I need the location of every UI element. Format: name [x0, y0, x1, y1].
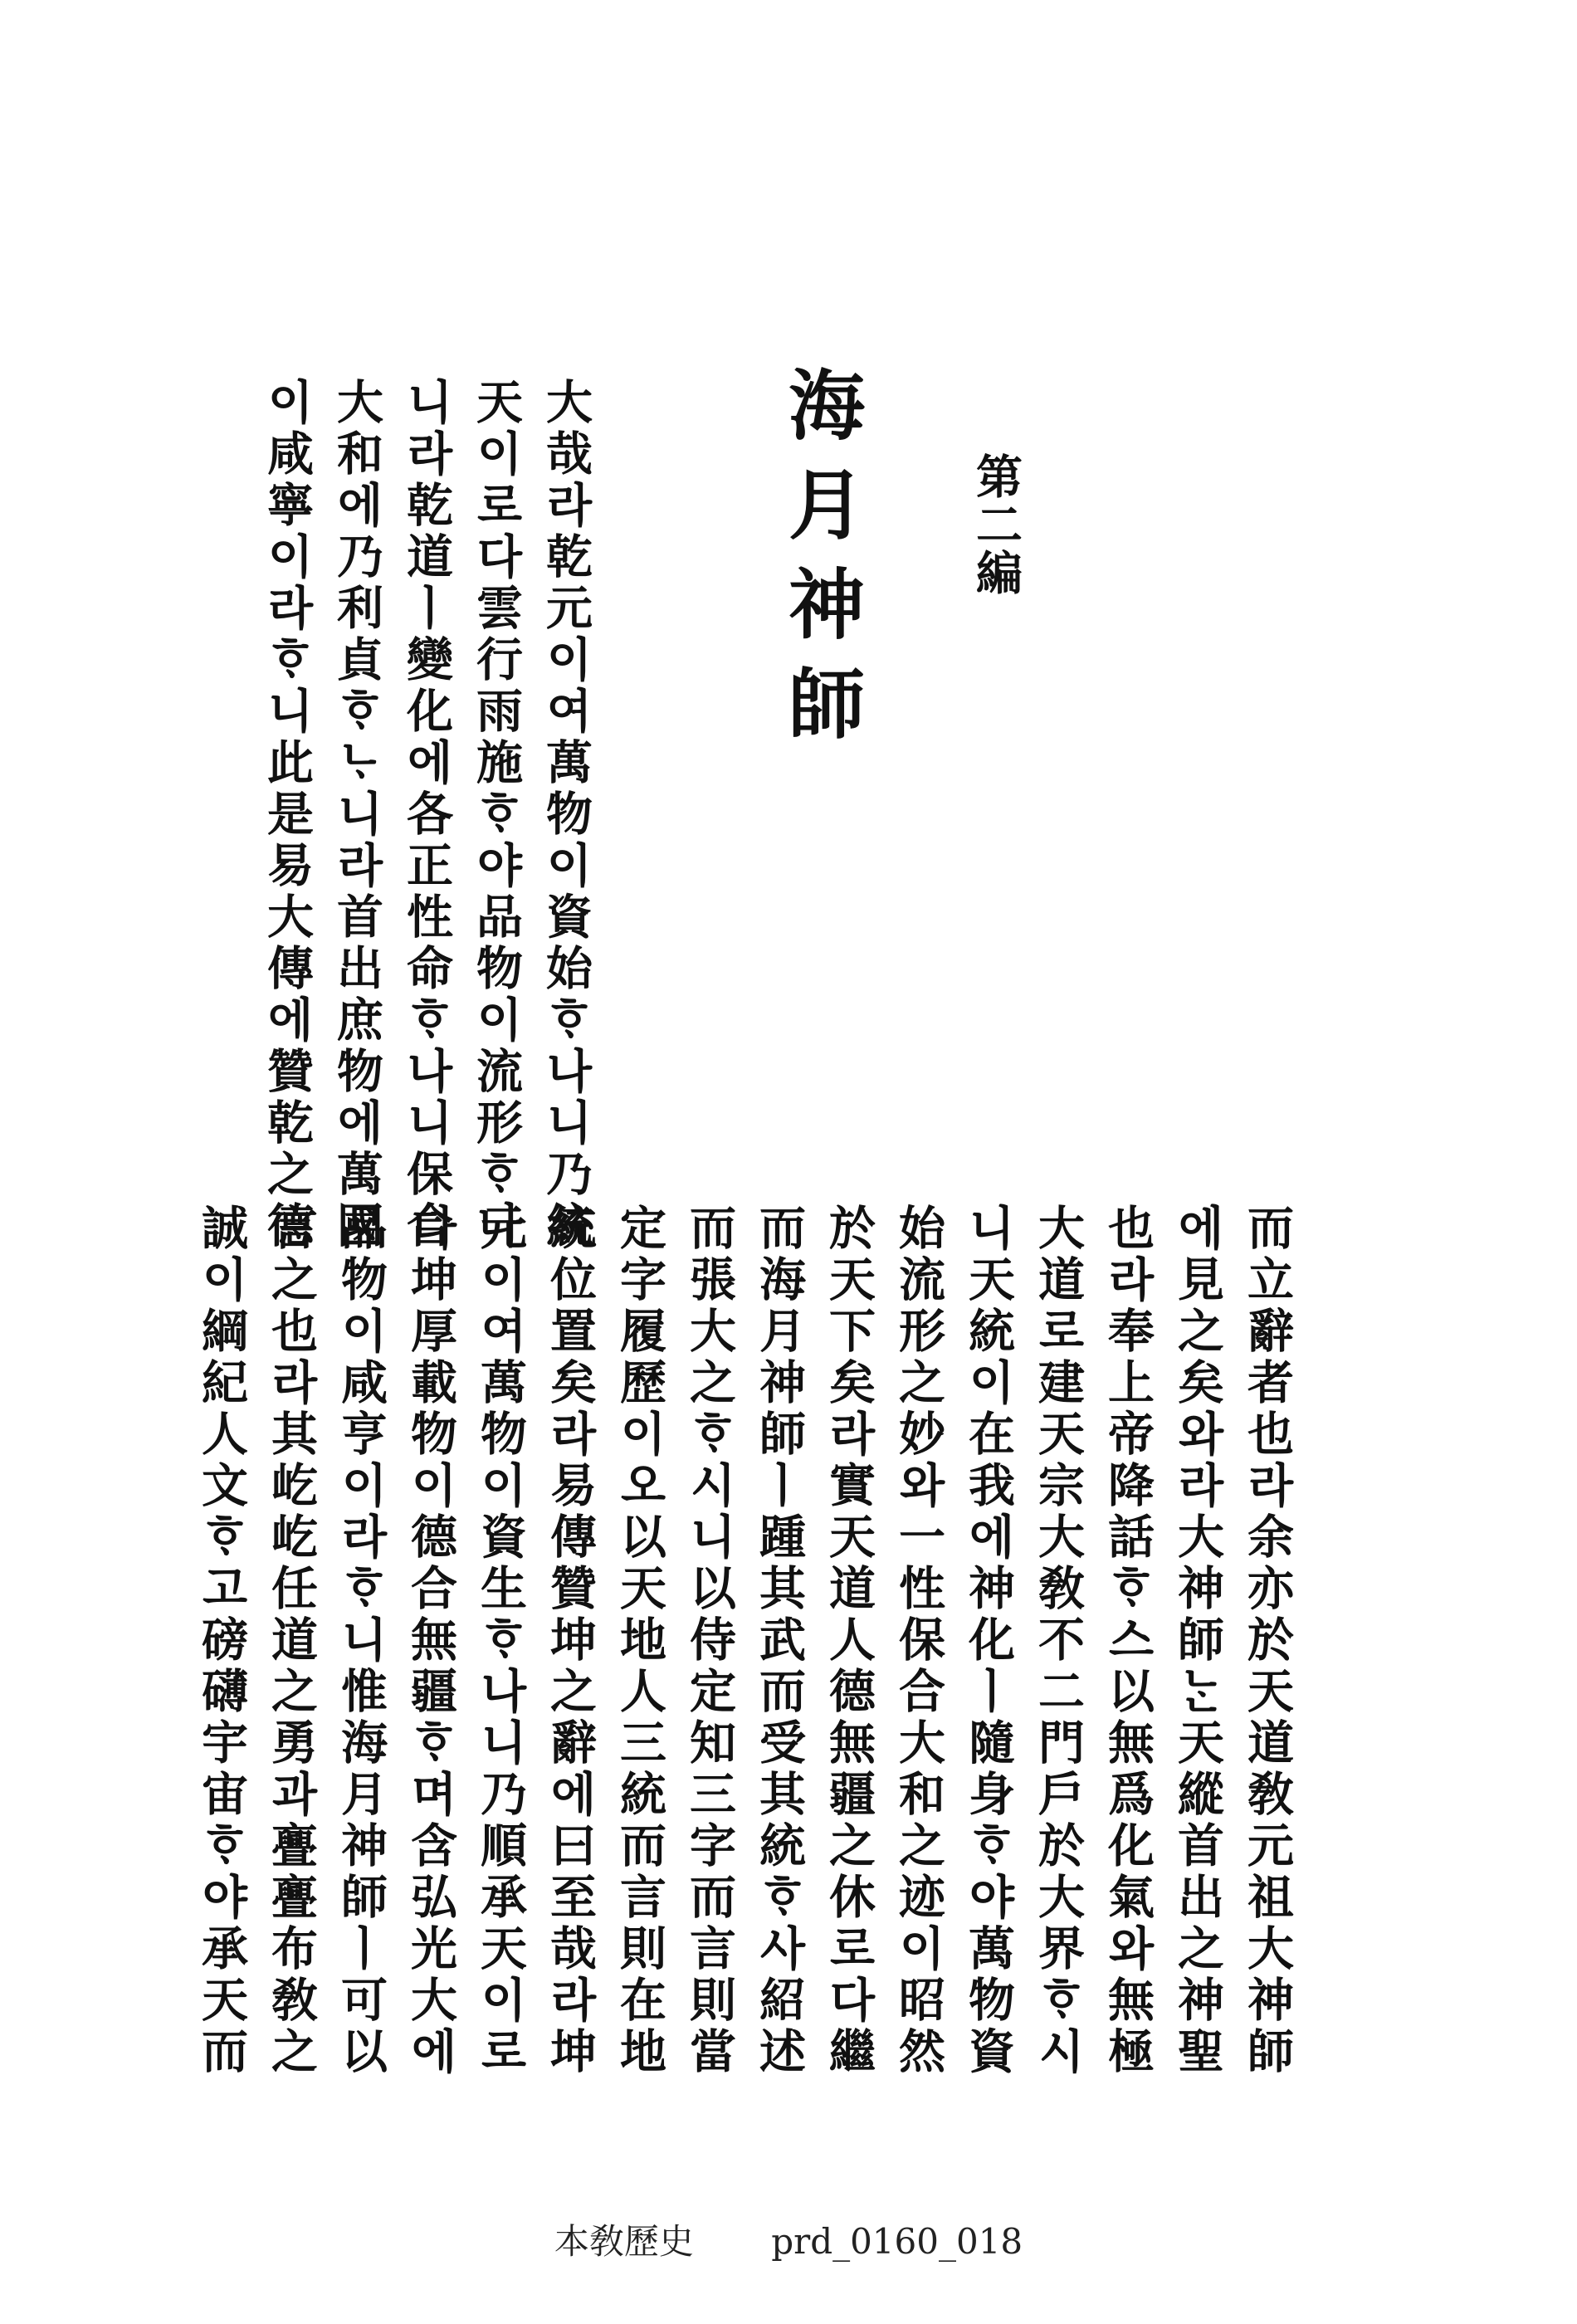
text-column: 니天統이在我에神化ㅣ隨身ᄒᆞ야萬物資	[961, 1204, 1016, 2078]
page-footer	[0, 2214, 1577, 2264]
text-column: 也라奉上帝降話ᄒᆞ스以無爲化氣와無極	[1101, 1204, 1155, 2078]
text-column: 天이로다雲行雨施ᄒᆞ야品物이流形ᄒᆞ나	[469, 378, 524, 1252]
text-column: 誠이綱紀人文ᄒᆞ고磅礴宇宙ᄒᆞ야承天而	[194, 1204, 249, 2078]
text-column: 니라乾道ㅣ變化에各正性命ᄒᆞ나니保合	[399, 378, 454, 1252]
text-column: 定字履歷이오以天地人三統而言則在地	[613, 1204, 667, 2078]
text-column: 大道로建天宗大敎不二門戶於大界ᄒᆞ시	[1031, 1204, 1086, 2078]
upper-text-block	[158, 378, 593, 1252]
text-column: 大和에乃利貞ᄒᆞᄂᆞ니라首出庶物에萬國	[330, 378, 384, 1252]
text-column: 而海月神師ㅣ踵其武而受其統ᄒᆞ사紹述	[752, 1204, 807, 2078]
section-label: 第二編	[969, 452, 1023, 597]
text-column: 品物이咸亨이라ᄒᆞ니惟海月神師ㅣ可以	[334, 1204, 388, 2078]
text-column: 大哉라乾元이여萬物이資始ᄒᆞ나니乃統	[539, 378, 593, 1252]
text-column: 於天下矣라實天道人德無疆之休로다繼	[822, 1204, 876, 2078]
text-column: 而立辭者也라余亦於天道敎元祖大神師	[1240, 1204, 1295, 2078]
text-column: 始流形之妙와一性保合大和之迹이昭然	[891, 1204, 946, 2078]
text-column: 而張大之ᄒᆞ시니以侍定知三字而言則當	[682, 1204, 737, 2078]
lower-text-block	[194, 1204, 1295, 2078]
text-column: 에見之矣와라大神師ᄂᆞᆫ天縱首出之神聖	[1170, 1204, 1225, 2078]
chapter-title: 海月神師	[776, 365, 866, 764]
text-column: 元이여萬物이資生ᄒᆞ나니乃順承天이로	[473, 1204, 528, 2078]
text-column: 統位置矣라易傳贊坤之辭에曰至哉라坤	[543, 1204, 598, 2078]
text-column: 이咸寧이라ᄒᆞ니此是易大傳에贊乾之德	[260, 378, 315, 1252]
text-column: 言之也라其屹屹任道之勇과亹亹布敎之	[264, 1204, 319, 2078]
text-column: 다坤厚載物이德合無疆ᄒᆞ며含弘光大에	[403, 1204, 458, 2078]
footer-page-id: prd_0160_018	[771, 2221, 1023, 2262]
footer-book-title: 本敎歷史	[554, 2221, 694, 2262]
